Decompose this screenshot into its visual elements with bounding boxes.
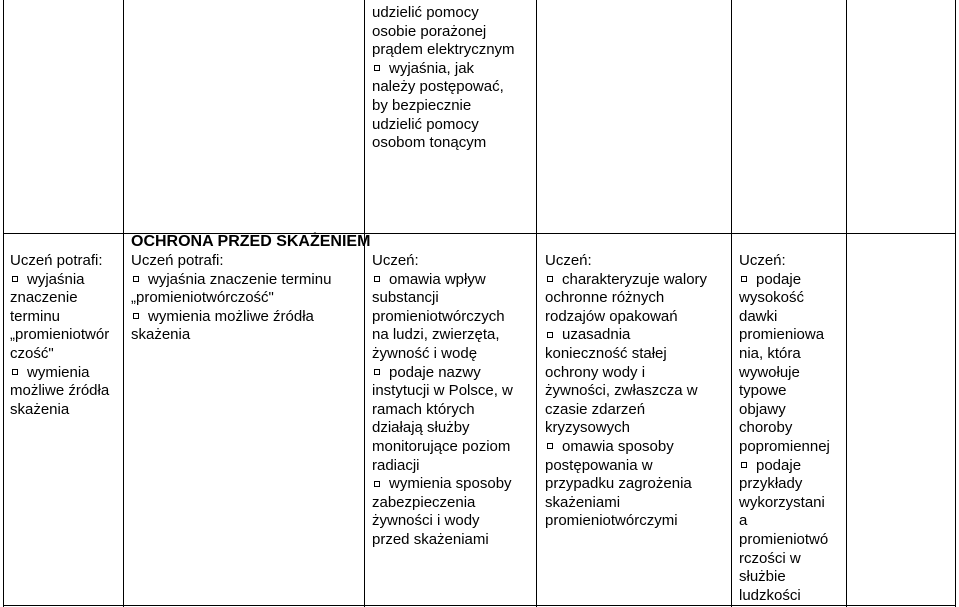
text-line: promieniowa [739,326,825,344]
text-line: służbie [739,568,786,586]
checkbox-bullet-icon [12,369,18,375]
text-line: żywności, zwłaszcza w [545,382,698,400]
text-line: osobie porażonej [372,22,487,40]
text-line: wysokość [739,289,805,307]
checkbox-bullet-icon [741,276,747,282]
text-line: ochrony wody i [545,363,646,381]
text-line: ochronne różnych [545,289,665,307]
table-border-col1 [123,0,124,607]
checkbox-bullet-icon [374,276,380,282]
text-line: udzielić pomocy [372,115,479,133]
text-line: konieczność stałej [545,344,667,362]
text-line: promieniotwórczych [372,307,505,325]
text-line: działają służby [372,419,470,437]
text-line: przypadku zagrożenia [545,475,692,493]
top-row-cell [372,4,515,153]
bullet-line: wyjaśnia, jak [372,60,515,79]
bullet-line: podaje nazwy [372,364,513,383]
text-line: prądem elektrycznym [372,41,515,59]
text-line: wykorzystani [739,493,825,511]
text-line: wywołuje [739,363,800,381]
bullet-line: charakteryzuje walory [545,271,707,290]
column-2-cell [131,252,331,345]
bullet-line: wymienia [10,364,109,383]
checkbox-bullet-icon [133,313,139,319]
checkbox-bullet-icon [133,276,139,282]
text-line: promieniotwó [739,530,829,548]
bullet-line: omawia sposoby [545,438,707,457]
checkbox-bullet-icon [741,462,747,468]
text-line: choroby [739,419,793,437]
text-line: możliwe źródła [10,382,110,400]
text-line: postępowania w [545,456,653,474]
text-line: Uczeń potrafi: [10,252,103,269]
table-border-col5 [846,0,847,607]
table-border-col2 [364,0,365,607]
text-line: popromiennej [739,437,830,455]
text-line: przed skażeniami [372,530,489,548]
text-line: „promieniotwórczość" [131,289,274,307]
text-line: osobom tonącym [372,134,487,152]
text-line: czasie zdarzeń [545,400,646,418]
text-line: Uczeń: [545,252,592,269]
text-line: a [739,512,748,530]
text-line: typowe [739,382,787,400]
table-border-right [955,0,956,607]
bullet-line: wyjaśnia znaczenie terminu [131,271,331,290]
text-line: na ludzi, zwierzęta, [372,326,500,344]
text-line: żywności i wody [372,512,480,530]
text-line: radiacji [372,456,420,474]
text-line: instytucji w Polsce, w [372,382,513,400]
checkbox-bullet-icon [12,276,18,282]
text-line: skażenia [10,400,70,418]
bullet-line: uzasadnia [545,326,707,345]
text-line: Uczeń: [739,252,786,269]
text-line: skażeniami [545,493,621,511]
text-line: rczości w [739,549,801,567]
table-border-col3 [536,0,537,607]
checkbox-bullet-icon [374,65,380,71]
table-border-left [3,0,4,607]
checkbox-bullet-icon [374,369,380,375]
text-line: znaczenie [10,289,78,307]
text-line: by bezpiecznie [372,96,472,114]
column-4-cell [545,252,707,531]
text-line: nia, która [739,344,801,362]
text-line: ludzkości [739,586,801,604]
text-line: monitorujące poziom [372,437,511,455]
text-line: udzielić pomocy [372,4,479,21]
text-line: „promieniotwór [10,326,110,344]
text-line: objawy [739,400,786,418]
checkbox-bullet-icon [547,443,553,449]
text-line: zabezpieczenia [372,493,476,511]
table-border-col4 [731,0,732,607]
checkbox-bullet-icon [547,276,553,282]
text-line: ramach których [372,400,475,418]
text-line: Uczeń: [372,252,419,269]
section-heading: OCHRONA PRZED SKAŻENIEM [131,233,371,250]
bullet-line: podaje [739,271,830,290]
text-line: dawki [739,307,778,325]
bullet-line: podaje [739,457,830,476]
column-1-cell [10,252,109,419]
text-line: Uczeń potrafi: [131,252,224,269]
text-line: rodzajów opakowań [545,307,678,325]
checkbox-bullet-icon [374,481,380,487]
text-line: skażenia [131,326,191,344]
text-line: przykłady [739,475,803,493]
text-line: substancji [372,289,439,307]
bullet-line: wymienia sposoby [372,475,513,494]
text-line: należy postępować, [372,78,504,96]
checkbox-bullet-icon [547,332,553,338]
text-line: żywność i wodę [372,344,478,362]
text-line: kryzysowych [545,419,631,437]
column-3-cell [372,252,513,550]
text-line: promieniotwórczymi [545,512,678,530]
bullet-line: wyjaśnia [10,271,109,290]
column-5-cell [739,252,830,605]
text-line: terminu [10,307,61,325]
bullet-line: wymienia możliwe źródła [131,308,331,327]
text-line: czość" [10,344,54,362]
bullet-line: omawia wpływ [372,271,513,290]
